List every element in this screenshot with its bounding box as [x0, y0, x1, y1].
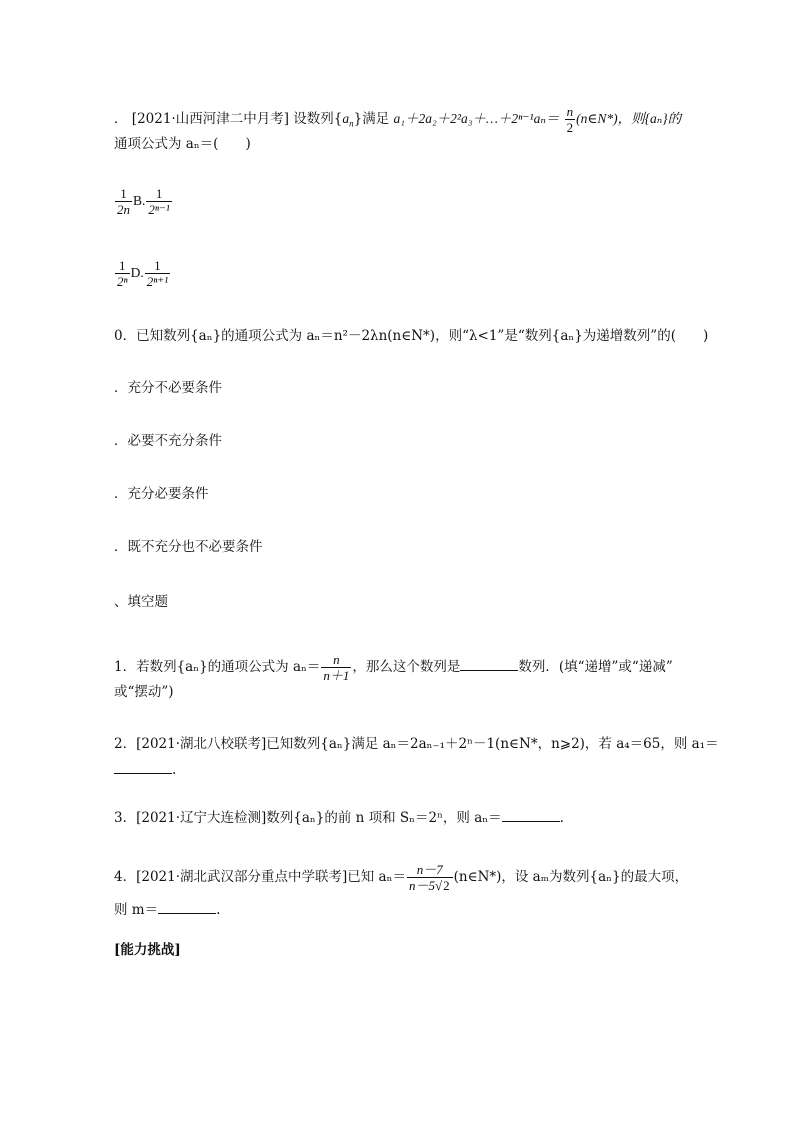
option-b	[114, 431, 222, 451]
fraction-denominator: 2ⁿ	[117, 274, 128, 289]
question-text: 设数列{	[293, 111, 343, 127]
option-a	[114, 378, 222, 398]
question-10	[114, 326, 708, 346]
question-source: [2021·山西河津二中月考]	[131, 111, 289, 127]
question-text: 则 m＝	[114, 902, 159, 918]
option-b-fraction	[146, 186, 171, 217]
option-text: ．既不充分也不必要条件	[114, 539, 263, 555]
math-series: a₁＋2a₂＋2²a₃＋…＋2ⁿ⁻¹aₙ＝	[393, 111, 560, 126]
fraction-numerator: n－7	[407, 862, 453, 878]
fraction-denominator: 2ⁿ⁻¹	[148, 202, 170, 217]
question-text: .	[172, 762, 177, 778]
section-title: 、填空题	[114, 594, 168, 610]
fraction-denominator: 2n	[117, 202, 130, 217]
option-d	[114, 537, 263, 557]
fraction-numerator: n	[321, 652, 351, 668]
fraction-numerator: 1	[145, 258, 170, 274]
fill-question-2-line1	[114, 734, 719, 754]
option-c-fraction	[115, 258, 130, 289]
question-text: 1．若数列{aₙ}的通项公式为 aₙ＝	[114, 659, 321, 675]
option-text: ．充分不必要条件	[114, 380, 222, 396]
answer-blank[interactable]	[502, 809, 560, 822]
question-text: 4．[2021·湖北武汉部分重点中学联考]已知 aₙ＝	[114, 869, 406, 885]
option-d-label: D.	[130, 265, 144, 280]
fraction	[321, 652, 351, 683]
fraction	[407, 862, 453, 893]
math-var: a	[342, 111, 350, 126]
question-text: 2．[2021·湖北八校联考]已知数列{aₙ}满足 aₙ＝2aₙ₋₁＋2ⁿ－1(n∈N*，n⩾2)，若 a₄＝65，则 a₁＝	[114, 736, 719, 752]
options-row-ab	[114, 186, 173, 217]
fraction-numerator: 1	[115, 186, 132, 202]
question-text: 0．已知数列{aₙ}的通项公式为 aₙ＝n²－2λn(n∈N*)，则“λ<1”是“数列{aₙ}为递增数列”的( )	[114, 328, 709, 344]
fill-question-2-line2	[114, 760, 176, 780]
question-text: ，那么这个数列是	[352, 659, 461, 675]
question-8-line1	[114, 104, 681, 135]
question-condition: (n∈N*)，则{aₙ}的	[576, 111, 682, 126]
answer-blank[interactable]	[158, 901, 216, 914]
fraction-numerator: 1	[115, 258, 130, 274]
question-text: }满足	[353, 111, 394, 127]
fraction-denominator	[407, 878, 453, 893]
option-d-fraction	[145, 258, 170, 289]
option-text: ．充分必要条件	[114, 486, 209, 502]
fraction-numerator: n	[566, 104, 574, 119]
question-text: 通项公式为 aₙ＝( )	[114, 136, 251, 152]
fraction-denominator: n＋1	[323, 668, 350, 683]
fill-question-3	[114, 808, 564, 828]
fill-question-4-line2	[114, 900, 220, 920]
sqrt-radicand: 2	[443, 878, 450, 893]
option-a-fraction	[115, 186, 132, 217]
fraction-denominator: 2ⁿ⁺¹	[146, 274, 169, 289]
section-heading	[114, 592, 168, 612]
fill-question-4-line1	[114, 862, 688, 893]
fill-question-1-line2	[114, 682, 174, 702]
option-b-label: B.	[133, 193, 146, 208]
fill-question-1-line1	[114, 652, 673, 683]
question-text: .	[216, 902, 221, 918]
question-text: (n∈N*)，设 aₘ为数列{aₙ}的最大项，	[453, 869, 689, 885]
question-text: 3．[2021·辽宁大连检测]数列{aₙ}的前 n 项和 Sₙ＝2ⁿ，则 aₙ＝	[114, 810, 502, 826]
option-text: ．必要不充分条件	[114, 433, 222, 449]
ability-heading	[114, 940, 181, 960]
options-row-cd	[114, 258, 171, 289]
question-8-line2	[114, 134, 251, 154]
option-c	[114, 484, 209, 504]
question-text: .	[559, 810, 564, 826]
answer-blank[interactable]	[460, 658, 518, 671]
math-subscript: n	[349, 118, 354, 129]
answer-blank[interactable]	[114, 761, 172, 774]
fraction-denominator: 2	[566, 120, 574, 135]
sqrt: √2	[434, 878, 450, 893]
question-text: 数列．(填“递增”或“递减”	[518, 659, 673, 675]
question-text: 或“摆动”)	[114, 684, 174, 700]
question-number: ．	[114, 111, 128, 127]
denominator-text: n－5	[408, 878, 435, 893]
section-title: [能力挑战]	[114, 942, 181, 958]
fraction-numerator: 1	[146, 186, 171, 202]
fraction	[565, 104, 576, 135]
